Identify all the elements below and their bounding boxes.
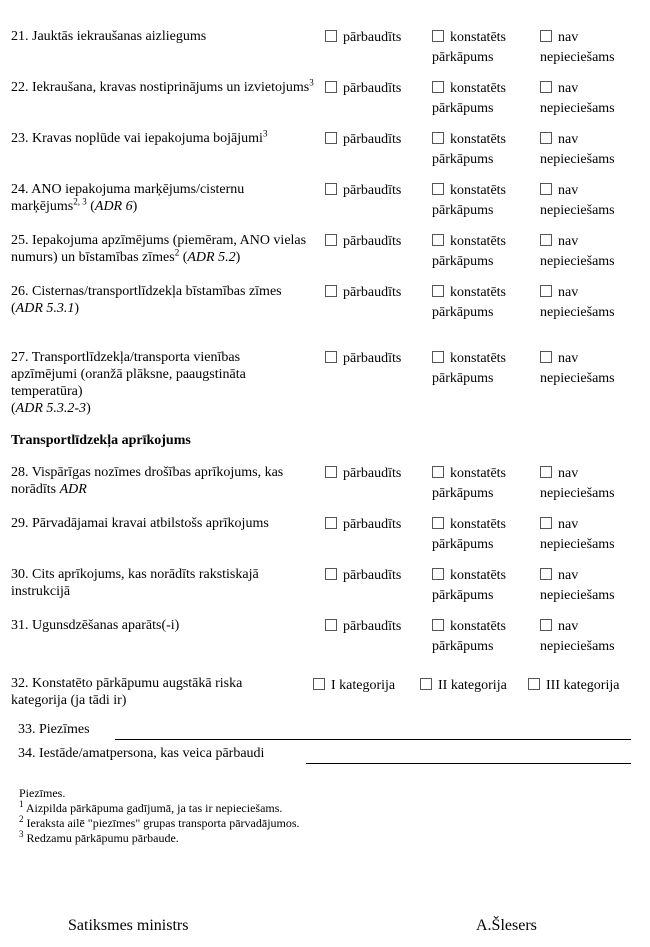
- option-checked[interactable]: pārbaudīts: [325, 232, 401, 252]
- option-checked[interactable]: pārbaudīts: [325, 566, 401, 586]
- checkbox[interactable]: [420, 678, 432, 690]
- checkbox[interactable]: [325, 568, 337, 580]
- checkbox[interactable]: [432, 466, 444, 478]
- option-violation[interactable]: konstatēts pārkāpums: [432, 351, 506, 386]
- item-label: 23. Kravas noplūde vai iepakojuma bojājumi$^3$: [11, 128, 268, 146]
- option-not-needed[interactable]: nav nepieciešams: [540, 351, 615, 386]
- signature-title: Satiksmes ministrs: [68, 917, 189, 934]
- risk-category-3[interactable]: III kategorija: [528, 677, 619, 694]
- item-label: 31. Ugunsdzēšanas aparāts(-i): [11, 618, 180, 633]
- checkbox[interactable]: [325, 466, 337, 478]
- authority-field-row: [18, 746, 632, 762]
- checkbox[interactable]: [325, 234, 337, 246]
- option-violation[interactable]: konstatēts pārkāpums: [432, 517, 506, 552]
- checkbox[interactable]: [540, 132, 552, 144]
- checkbox[interactable]: [325, 81, 337, 93]
- checkbox[interactable]: [432, 234, 444, 246]
- checkbox[interactable]: [432, 285, 444, 297]
- option-not-needed[interactable]: nav nepieciešams: [540, 183, 615, 218]
- item-label: 28. Vispārīgas nozīmes drošības aprīkojums, kas norādīts ADR: [11, 465, 284, 497]
- authority-input-line[interactable]: [306, 763, 631, 764]
- notes-label: 33. Piezīmes: [18, 722, 90, 737]
- checkbox[interactable]: [325, 132, 337, 144]
- notes-field-row: [18, 722, 632, 738]
- option-checked[interactable]: pārbaudīts: [325, 617, 401, 637]
- option-violation[interactable]: konstatēts pārkāpums: [432, 81, 506, 116]
- notes-input-line[interactable]: [115, 739, 631, 740]
- option-not-needed[interactable]: nav nepieciešams: [540, 30, 615, 65]
- option-not-needed[interactable]: nav nepieciešams: [540, 234, 615, 269]
- checkbox[interactable]: [432, 183, 444, 195]
- item-label: 27. Transportlīdzekļa/transporta vienības apzīmējumi (oranžā plāksne, paaugstināta temperatūra) (ADR 5.3.2-3): [11, 350, 246, 416]
- checkbox[interactable]: [313, 678, 325, 690]
- checkbox[interactable]: [432, 351, 444, 363]
- risk-category-1[interactable]: I kategorija: [313, 677, 395, 694]
- checkbox[interactable]: [540, 466, 552, 478]
- checkbox[interactable]: [432, 81, 444, 93]
- item-label: 21. Jauktās iekraušanas aizliegums: [11, 29, 207, 44]
- checkbox[interactable]: [540, 619, 552, 631]
- checkbox[interactable]: [540, 234, 552, 246]
- option-violation[interactable]: konstatēts pārkāpums: [432, 234, 506, 269]
- option-violation[interactable]: konstatēts pārkāpums: [432, 568, 506, 603]
- checkbox[interactable]: [540, 81, 552, 93]
- option-violation[interactable]: konstatēts pārkāpums: [432, 619, 506, 654]
- option-checked[interactable]: pārbaudīts: [325, 464, 401, 484]
- checkbox[interactable]: [325, 30, 337, 42]
- footnotes: [19, 786, 300, 846]
- option-checked[interactable]: pārbaudīts: [325, 28, 401, 48]
- checkbox[interactable]: [432, 517, 444, 529]
- checkbox[interactable]: [325, 183, 337, 195]
- item-label: 24. ANO iepakojuma marķējums/cisternu marķējums$^{2, 3}$ (ADR 6): [11, 182, 245, 214]
- item-label: 25. Iepakojuma apzīmējums (piemēram, ANO vielas numurs) un bīstamības zīmes$^2$ (ADR 5.2): [11, 233, 307, 265]
- option-violation[interactable]: konstatēts pārkāpums: [432, 30, 506, 65]
- checkbox[interactable]: [432, 132, 444, 144]
- footnote-2: $^2$ Ieraksta ailē "piezīmes" grupas transporta pārvadājumos.: [19, 814, 300, 830]
- checkbox[interactable]: [540, 517, 552, 529]
- item-label: 22. Iekraušana, kravas nostiprinājums un izvietojums$^3$: [11, 77, 314, 95]
- option-violation[interactable]: konstatēts pārkāpums: [432, 132, 506, 167]
- signature-name: A.Šlesers: [476, 917, 537, 934]
- option-checked[interactable]: pārbaudīts: [325, 349, 401, 369]
- option-not-needed[interactable]: nav nepieciešams: [540, 285, 615, 320]
- option-not-needed[interactable]: nav nepieciešams: [540, 517, 615, 552]
- checkbox[interactable]: [325, 517, 337, 529]
- checkbox[interactable]: [432, 619, 444, 631]
- item-label: 29. Pārvadājamai kravai atbilstošs aprīkojums: [11, 516, 269, 531]
- checkbox[interactable]: [432, 30, 444, 42]
- option-not-needed[interactable]: nav nepieciešams: [540, 568, 615, 603]
- option-not-needed[interactable]: nav nepieciešams: [540, 466, 615, 501]
- option-violation[interactable]: konstatēts pārkāpums: [432, 285, 506, 320]
- option-not-needed[interactable]: nav nepieciešams: [540, 619, 615, 654]
- option-not-needed[interactable]: nav nepieciešams: [540, 81, 615, 116]
- option-violation[interactable]: konstatēts pārkāpums: [432, 466, 506, 501]
- option-checked[interactable]: pārbaudīts: [325, 283, 401, 303]
- checkbox[interactable]: [540, 30, 552, 42]
- risk-category-2[interactable]: II kategorija: [420, 677, 507, 694]
- option-checked[interactable]: pārbaudīts: [325, 130, 401, 150]
- footnote-3: $^3$ Redzamu pārkāpumu pārbaude.: [19, 829, 179, 845]
- option-checked[interactable]: pārbaudīts: [325, 181, 401, 201]
- footnotes-title: Piezīmes.: [19, 786, 66, 800]
- authority-label: 34. Iestāde/amatpersona, kas veica pārbaudi: [18, 746, 265, 761]
- checkbox[interactable]: [325, 285, 337, 297]
- checkbox[interactable]: [540, 351, 552, 363]
- section-title: Transportlīdzekļa aprīkojums: [11, 433, 191, 448]
- checkbox[interactable]: [540, 285, 552, 297]
- item-label: 26. Cisternas/transportlīdzekļa bīstamības zīmes (ADR 5.3.1): [11, 284, 282, 316]
- item-label: 30. Cits aprīkojums, kas norādīts rakstiskajā instrukcijā: [11, 567, 259, 599]
- option-checked[interactable]: pārbaudīts: [325, 79, 401, 99]
- checkbox[interactable]: [528, 678, 540, 690]
- option-violation[interactable]: konstatēts pārkāpums: [432, 183, 506, 218]
- checkbox[interactable]: [325, 619, 337, 631]
- option-not-needed[interactable]: nav nepieciešams: [540, 132, 615, 167]
- checkbox[interactable]: [540, 183, 552, 195]
- checkbox[interactable]: [540, 568, 552, 580]
- option-checked[interactable]: pārbaudīts: [325, 515, 401, 535]
- checkbox[interactable]: [432, 568, 444, 580]
- item-label: 32. Konstatēto pārkāpumu augstākā riska kategorija (ja tādi ir): [11, 676, 243, 708]
- footnote-1: $^1$ Aizpilda pārkāpuma gadījumā, ja tas ir nepieciešams.: [19, 799, 283, 815]
- checkbox[interactable]: [325, 351, 337, 363]
